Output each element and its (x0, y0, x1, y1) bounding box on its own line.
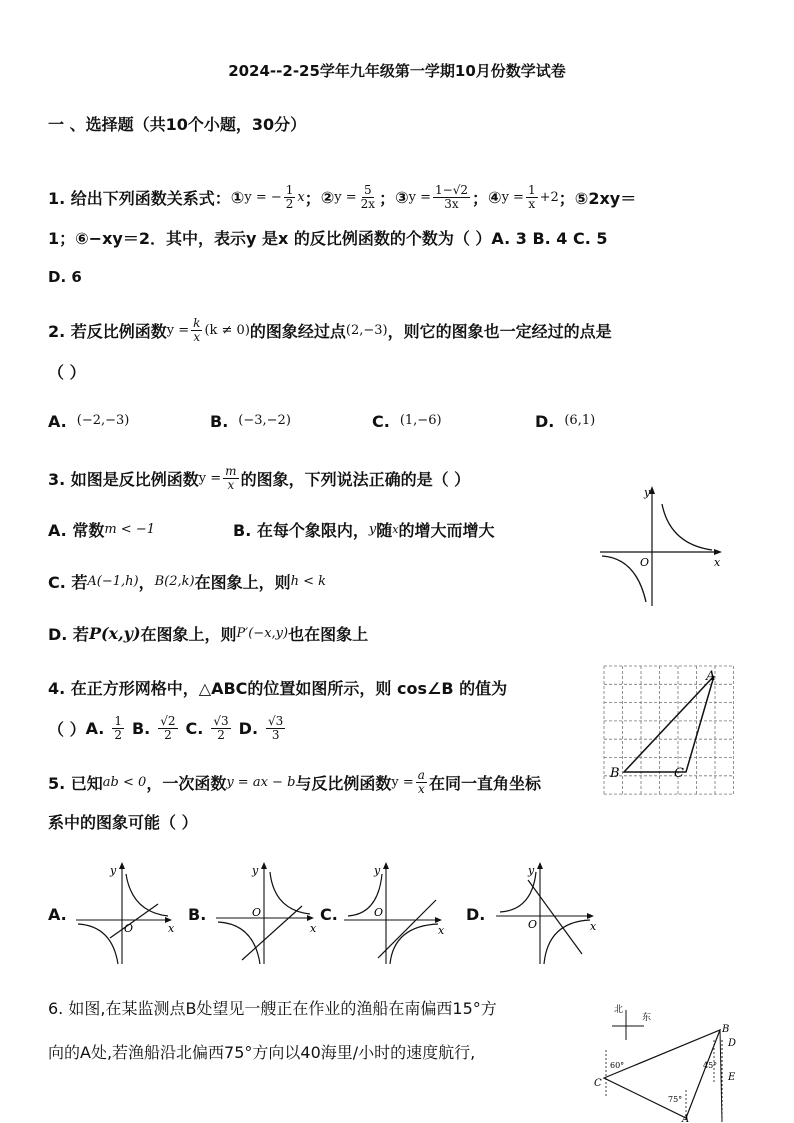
question-3-option-d: D. 若 P(x,y) 在图象上，则 P′(−x,y) 也在图象上 (48, 624, 369, 644)
svg-text:D: D (728, 1038, 737, 1049)
svg-text:O: O (124, 922, 134, 935)
question-4-line-2: （ ） A. $\frac{1}{2}$ B. $\frac{√2}{2}$ C. $\frac{√3}{2}$ D. $\frac{√3}{3}$ (48, 713, 284, 742)
section-heading: 一 、选择题（共10个小题，30分） (48, 115, 307, 134)
figure-vertex-a: A (706, 669, 716, 684)
figure-y-label: y (644, 486, 651, 499)
figure-vertex-b: B (610, 766, 620, 781)
svg-text:E: E (728, 1072, 736, 1083)
question-2-paren: （ ） (48, 363, 86, 382)
svg-text:75°: 75° (668, 1095, 683, 1104)
question-5-graph-c (340, 860, 450, 968)
svg-text:C: C (594, 1078, 602, 1089)
question-6-navigation-figure (590, 1000, 740, 1123)
fraction-k-over-x: $\frac{k}{x}$ (193, 315, 201, 344)
svg-text:O: O (374, 906, 384, 919)
question-2-option-a: A. (−2,−3) (48, 412, 130, 431)
question-5-option-a-label: A. (48, 905, 67, 924)
question-5-graph-b (212, 860, 322, 968)
svg-text:x: x (438, 924, 445, 937)
svg-text:45°: 45° (703, 1061, 718, 1070)
question-4-grid-triangle-figure (602, 664, 738, 796)
svg-text:y: y (374, 864, 381, 877)
question-3-hyperbola-figure (596, 484, 726, 610)
question-1-line-1: 1. 给出下列函数关系式： ① y = − $\frac{1}{2}$ x ； ② y = $\frac{5}{2x}$ ； ③ y = $\frac{1-√2}{3x}$ ； ④ y = $\frac{1}{x}$ +2 ； ⑤2xy＝ (48, 182, 637, 211)
fraction-m-over-x: $\frac{m}{x}$ (225, 463, 237, 492)
question-6-line-1: 6. 如图,在某监测点B处望见一艘正在作业的渔船在南偏西15°方 (48, 999, 497, 1018)
svg-text:x: x (168, 922, 175, 935)
question-5-option-c-label: C. (320, 905, 338, 924)
svg-text:O: O (252, 906, 262, 919)
question-5-line-1: 5. 已知 ab < 0 ，一次函数 y = ax − b 与反比例函数 y = $\frac{a}{x}$ 在同一直角坐标 (48, 767, 541, 796)
fraction-4: $\frac{1}{x}$ (527, 182, 536, 211)
question-2-option-b: B. (−3,−2) (210, 412, 291, 431)
svg-text:A: A (682, 1114, 690, 1123)
svg-text:x: x (590, 920, 597, 933)
fraction-3: $\frac{1-√2}{3x}$ (435, 182, 468, 211)
figure-x-label: x (714, 556, 721, 569)
question-5-graph-d (492, 860, 602, 968)
question-2-line-1: 2. 若反比例函数 y = $\frac{k}{x}$ (k ≠ 0) 的图象经过点 (2,−3) ，则它的图象也一定经过的点是 (48, 315, 612, 344)
svg-text:O: O (528, 918, 538, 931)
svg-text:B: B (722, 1024, 730, 1035)
question-2-option-c: C. (1,−6) (372, 412, 442, 431)
question-5-line-2: 系中的图象可能（ ） (48, 813, 198, 832)
question-5-option-b-label: B. (188, 905, 207, 924)
question-5-graph-a (72, 860, 182, 968)
question-3-option-a: A. 常数 m < −1 (48, 521, 155, 540)
question-5-option-d-label: D. (466, 905, 486, 924)
svg-text:y: y (528, 864, 535, 877)
question-4-line-1: 4. 在正方形网格中，△ABC的位置如图所示，则 cos∠B 的值为 (48, 679, 508, 698)
figure-vertex-c: C (674, 766, 684, 781)
question-3-option-c: C. 若 A(−1,h) ， B(2,k) 在图象上，则 h < k (48, 573, 327, 592)
compass-east-label: 东 (642, 1013, 652, 1023)
svg-text:y: y (252, 864, 259, 877)
svg-text:x: x (310, 922, 317, 935)
svg-text:60°: 60° (610, 1061, 625, 1070)
question-3-line-1: 3. 如图是反比例函数 y = $\frac{m}{x}$ 的图象，下列说法正确的是（ ） (48, 463, 471, 492)
question-1-line-3: D. 6 (48, 268, 82, 286)
question-6-line-2: 向的A处,若渔船沿北偏西75°方向以40海里/小时的速度航行, (48, 1043, 476, 1062)
question-2-option-d: D. (6,1) (535, 412, 596, 431)
fraction-2: $\frac{5}{2x}$ (360, 182, 376, 211)
page-title: 2024--2-25学年九年级第一学期10月份数学试卷 (228, 62, 566, 80)
question-1-line-2: 1；⑥−xy＝2．其中，表示y 是x 的反比例函数的个数为（ ）A. 3 B. 4 C. 5 (48, 229, 608, 248)
fraction-1: $\frac{1}{2}$ (285, 182, 294, 211)
compass-north-label: 北 (614, 1005, 624, 1015)
question-3-option-b: B. 在每个象限内， y 随 x 的增大而增大 (233, 521, 495, 540)
figure-origin-label: O (640, 556, 650, 569)
svg-text:y: y (110, 864, 117, 877)
